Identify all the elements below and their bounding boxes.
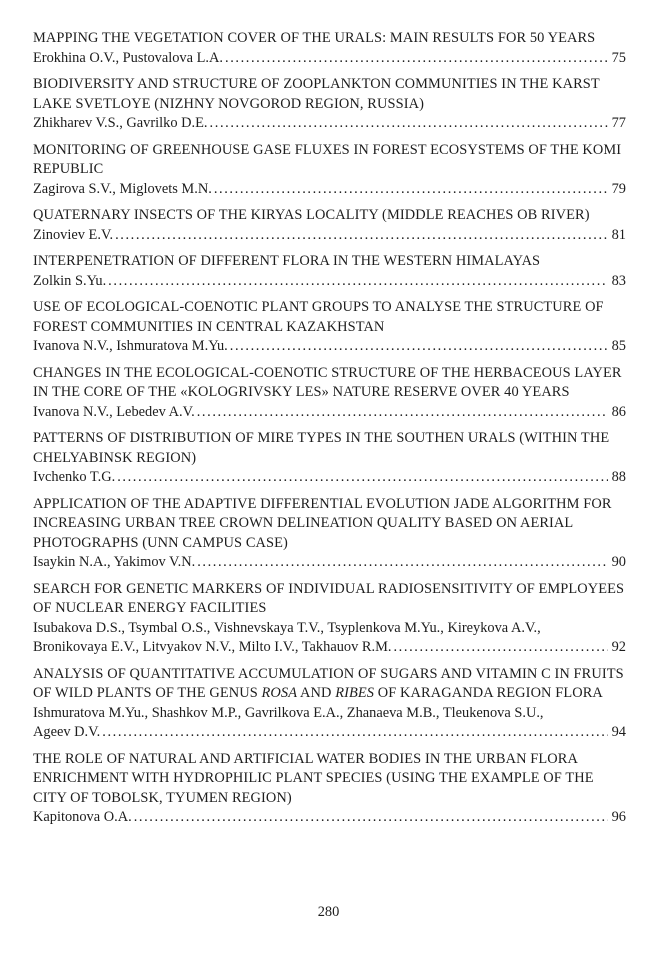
dot-leader [197, 553, 607, 573]
toc-entry [33, 298, 626, 357]
entry-page-number: 77 [611, 115, 626, 131]
title-text: ANALYSIS OF QUANTITATIVE ACCUMULATION OF SUGARS AND VITAMIN C IN FRUITS OF WILD PLANTS OF THE GENUS [33, 665, 624, 701]
entry-page-number: 88 [611, 469, 626, 485]
entry-authors-first-line: Isubakova D.S., Tsymbal O.S., Vishnevskaya T.V., Tsyplenkova M.Yu., Kireykova A.V., [33, 619, 541, 636]
entry-page-number: 96 [611, 809, 626, 825]
dot-leader [210, 114, 608, 134]
page-number-footer: 280 [317, 904, 340, 920]
entry-authors-line [33, 638, 626, 658]
dot-leader [102, 723, 607, 743]
title-genus-rosa-italic: ROSA [261, 685, 298, 701]
entry-authors-line [33, 226, 626, 246]
entry-authors-line [33, 272, 626, 292]
title-text: OF KARAGANDA REGION FLORA [374, 685, 603, 701]
entry-page-number: 94 [611, 724, 626, 740]
entry-authors-line [33, 808, 626, 828]
dot-leader [393, 638, 607, 658]
entry-title: SEARCH FOR GENETIC MARKERS OF INDIVIDUAL RADIOSENSITIVITY OF EMPLOYEES OF NUCLEAR ENERGY FACILITIES [33, 580, 625, 616]
entry-title [33, 665, 626, 704]
entry-authors-line [33, 114, 626, 134]
entry-authors-first-line: Ishmuratova M.Yu., Shashkov M.P., Gavrilkova E.A., Zhanaeva M.B., Tleukenova S.U., [33, 704, 544, 721]
entry-authors: Ageev D.V. [33, 724, 101, 740]
entry-authors: Zinoviev E.V. [33, 226, 114, 243]
toc-entry [33, 206, 626, 245]
entry-authors-line [33, 403, 626, 423]
dot-leader [197, 403, 608, 423]
entry-authors: Ivanova N.V., Lebedev A.V. [33, 403, 195, 420]
toc-entries [33, 29, 626, 835]
entry-page-number: 86 [611, 403, 626, 420]
entry-authors: Zhikharev V.S., Gavrilko D.E. [33, 115, 208, 131]
dot-leader [108, 272, 607, 292]
entry-authors: Kapitonova O.A. [33, 809, 132, 825]
entry-page-number: 85 [611, 338, 626, 354]
entry-authors: Zagirova S.V., Miglovets M.N. [33, 180, 212, 197]
toc-entry [33, 29, 626, 68]
dot-leader [115, 226, 608, 246]
entry-page-number: 90 [611, 554, 626, 570]
entry-page-number: 75 [611, 49, 626, 66]
entry-authors-line [33, 723, 626, 743]
toc-entry [33, 580, 626, 658]
entry-title: USE OF ECOLOGICAL-COENOTIC PLANT GROUPS TO ANALYSE THE STRUCTURE OF FOREST COMMUNITIES IN CENTRAL KAZAKHSTAN [33, 299, 604, 335]
entry-authors-line [33, 468, 626, 488]
entry-authors-line [33, 49, 626, 69]
entry-authors: Isaykin N.A., Yakimov V.N. [33, 554, 196, 570]
toc-entry [33, 141, 626, 200]
toc-entry [33, 75, 626, 134]
entry-authors-line [33, 180, 626, 200]
dot-leader [225, 49, 608, 69]
entry-title: APPLICATION OF THE ADAPTIVE DIFFERENTIAL EVOLUTION JADE ALGORITHM FOR INCREASING URBAN TREE CROWN DELINEATION QUALITY BASED ON AERIAL PHOTOGRAPHS (UNN CAMPUS CASE) [33, 495, 612, 551]
entry-title: MONITORING OF GREENHOUSE GASE FLUXES IN FOREST ECOSYSTEMS OF THE KOMI REPUBLIC [33, 141, 622, 177]
entry-page-number: 79 [611, 180, 626, 197]
dot-leader [230, 337, 608, 357]
entry-authors: Ivchenko T.G. [33, 469, 116, 485]
entry-authors: Erokhina O.V., Pustovalova L.A. [33, 49, 223, 66]
entry-authors-line [33, 337, 626, 357]
entry-authors: Bronikovaya E.V., Litvyakov N.V., Milto I.V., Takhauov R.M. [33, 639, 392, 655]
entry-authors-line [33, 553, 626, 573]
toc-entry [33, 252, 626, 291]
dot-leader [214, 180, 608, 200]
title-text: AND [297, 685, 336, 701]
entry-authors: Zolkin S.Yu. [33, 272, 107, 289]
dot-leader [117, 468, 607, 488]
entry-title: INTERPENETRATION OF DIFFERENT FLORA IN THE WESTERN HIMALAYAS [33, 253, 541, 269]
toc-entry [33, 364, 626, 423]
toc-entry [33, 665, 626, 743]
entry-title: BIODIVERSITY AND STRUCTURE OF ZOOPLANKTON COMMUNITIES IN THE KARST LAKE SVETLOYE (NIZHNY NOVGOROD REGION, RUSSIA) [33, 76, 600, 112]
toc-entry [33, 495, 626, 573]
title-genus-ribes-italic: RIBES [335, 685, 375, 701]
entry-title: MAPPING THE VEGETATION COVER OF THE URALS: MAIN RESULTS FOR 50 YEARS [33, 30, 596, 46]
entry-authors: Ivanova N.V., Ishmuratova M.Yu. [33, 338, 228, 354]
entry-page-number: 81 [611, 226, 626, 243]
toc-entry [33, 429, 626, 488]
entry-page-number: 83 [611, 272, 626, 289]
dot-leader [134, 808, 608, 828]
entry-page-number: 92 [611, 639, 626, 655]
entry-title: THE ROLE OF NATURAL AND ARTIFICIAL WATER BODIES IN THE URBAN FLORA ENRICHMENT WITH HYDROPHILIC PLANT SPECIES (USING THE EXAMPLE OF THE CITY OF TOBOLSK, TYUMEN REGION) [33, 750, 594, 806]
entry-title: QUATERNARY INSECTS OF THE KIRYAS LOCALITY (MIDDLE REACHES OB RIVER) [33, 207, 590, 223]
entry-title: CHANGES IN THE ECOLOGICAL-COENOTIC STRUCTURE OF THE HERBACEOUS LAYER IN THE CORE OF THE «KOLOGRIVSKY LES» NATURE RESERVE OVER 40 YEARS [33, 364, 622, 400]
toc-entry [33, 750, 626, 828]
entry-title: PATTERNS OF DISTRIBUTION OF MIRE TYPES IN THE SOUTHEN URALS (WITHIN THE CHELYABINSK REGION) [33, 430, 610, 466]
